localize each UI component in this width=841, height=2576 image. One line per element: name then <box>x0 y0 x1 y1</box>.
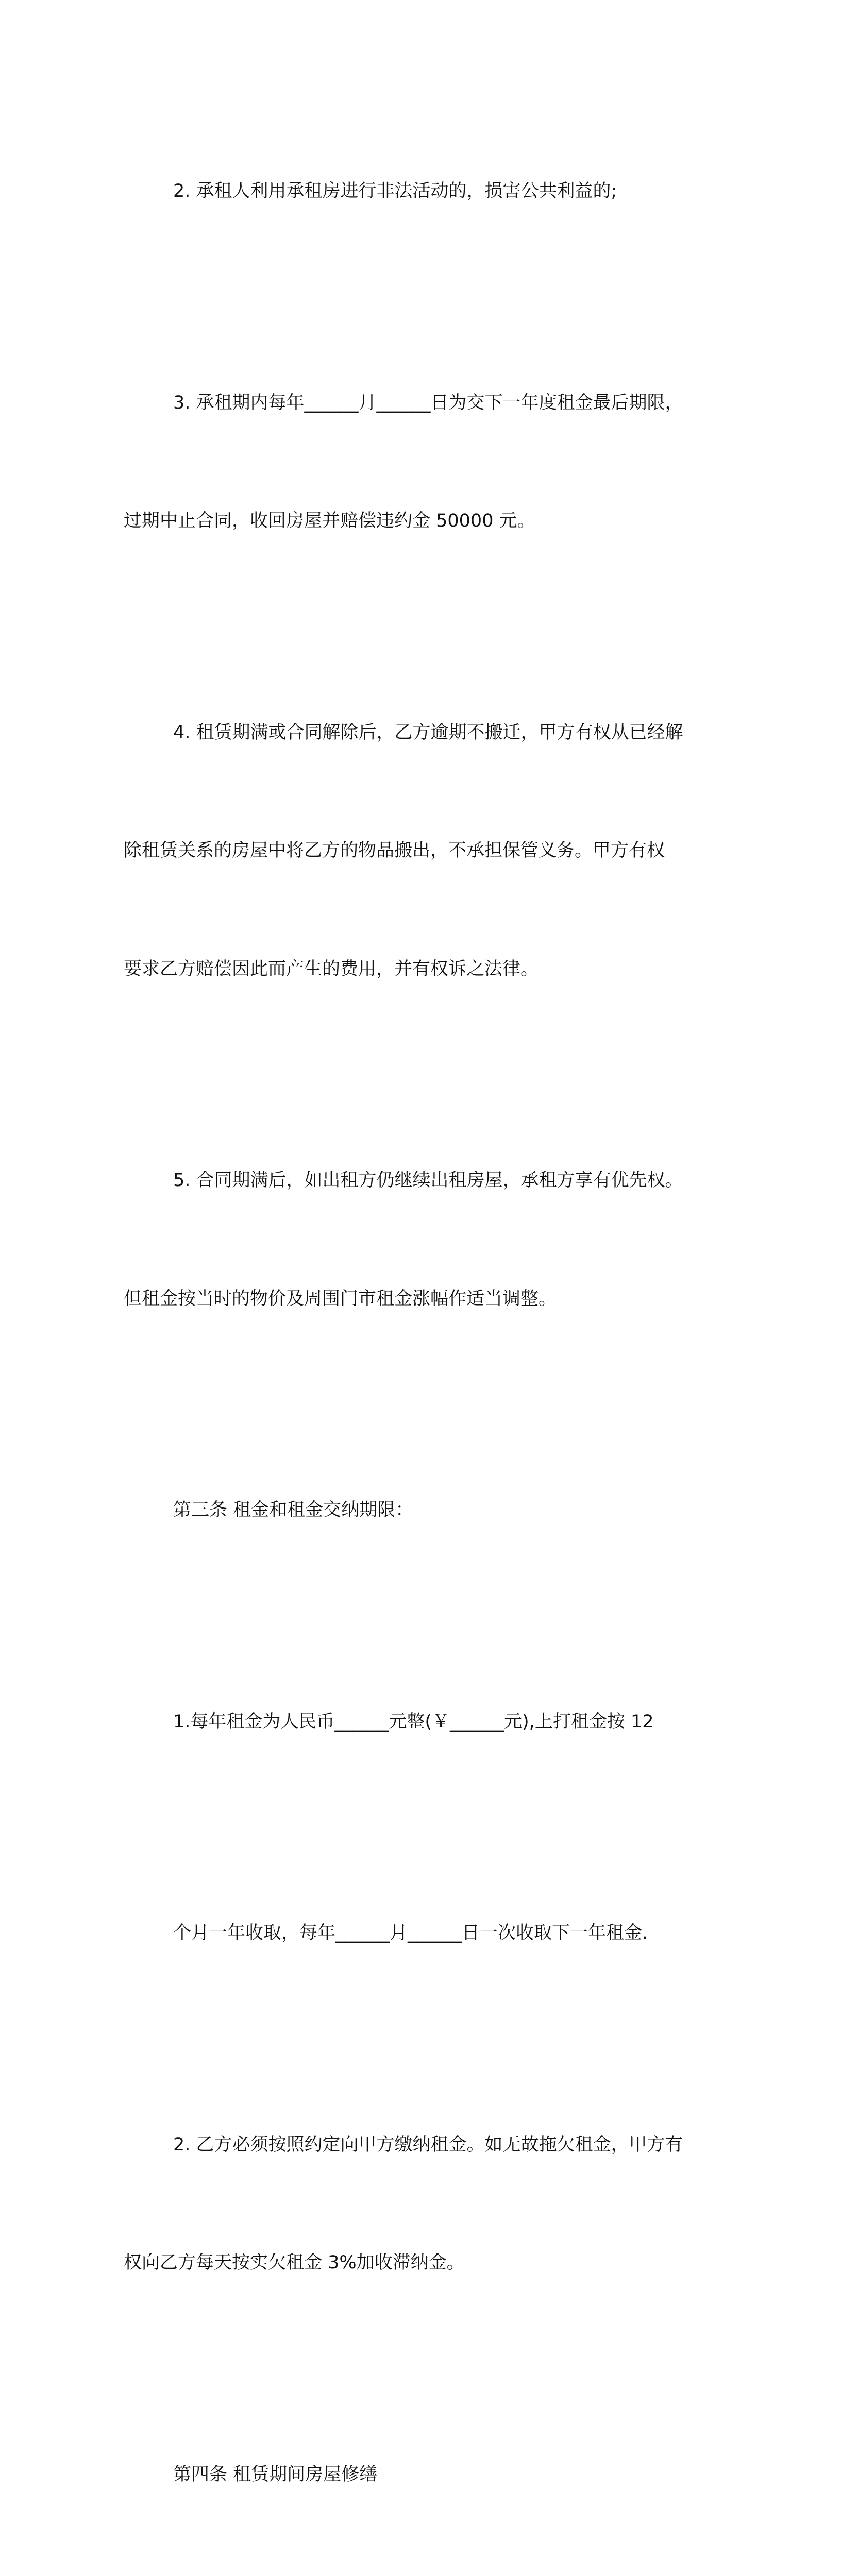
text-line: 5. 合同期满后，如出租方仍继续出租房屋，承租方享有优先权。 <box>173 1170 683 1191</box>
text-line: 1.每年租金为人民币______元整(￥______元),上打租金按 12 <box>173 1711 654 1732</box>
text-line: 2. 承租人利用承租房进行非法活动的，损害公共利益的; <box>173 181 617 201</box>
paragraph-article-3-item-2 <box>124 2046 721 2362</box>
text-line: 2. 乙方必须按照约定向甲方缴纳租金。如无故拖欠租金，甲方有 <box>173 2134 683 2155</box>
paragraph-article-3-item-1b <box>124 1835 721 2032</box>
text-line: 过期中止合同，收回房屋并赔偿违约金 50000 元。 <box>124 511 535 531</box>
text-line: 个月一年收取，每年______月______日一次收取下一年租金. <box>173 1923 648 1943</box>
text-line: 但租金按当时的物价及周围门市租金涨幅作适当调整。 <box>124 1288 557 1309</box>
paragraph-clause-2-item-5 <box>124 1082 721 1397</box>
paragraph-clause-2-item-4 <box>124 634 721 1068</box>
article-3-heading <box>124 1412 721 1609</box>
text-line: 权向乙方每天按实欠租金 3%加收滞纳金。 <box>124 2252 465 2273</box>
article-4-heading <box>124 2376 721 2573</box>
paragraph-clause-2-item-3 <box>124 304 721 620</box>
text-line: 3. 承租期内每年______月______日为交下一年度租金最后期限， <box>173 392 683 413</box>
text-line: 要求乙方赔偿因此而产生的费用，并有权诉之法律。 <box>124 958 539 979</box>
document-body <box>124 93 721 2576</box>
text-line: 除租赁关系的房屋中将乙方的物品搬出，不承担保管义务。甲方有权 <box>124 840 665 861</box>
paragraph-article-3-item-1a <box>124 1623 721 1821</box>
heading-text: 第三条 租金和租金交纳期限： <box>173 1500 414 1520</box>
paragraph-clause-2-item-2 <box>124 93 721 290</box>
text-line: 4. 租赁期满或合同解除后，乙方逾期不搬迁，甲方有权从已经解 <box>173 722 683 743</box>
heading-text: 第四条 租赁期间房屋修缮 <box>173 2464 378 2485</box>
